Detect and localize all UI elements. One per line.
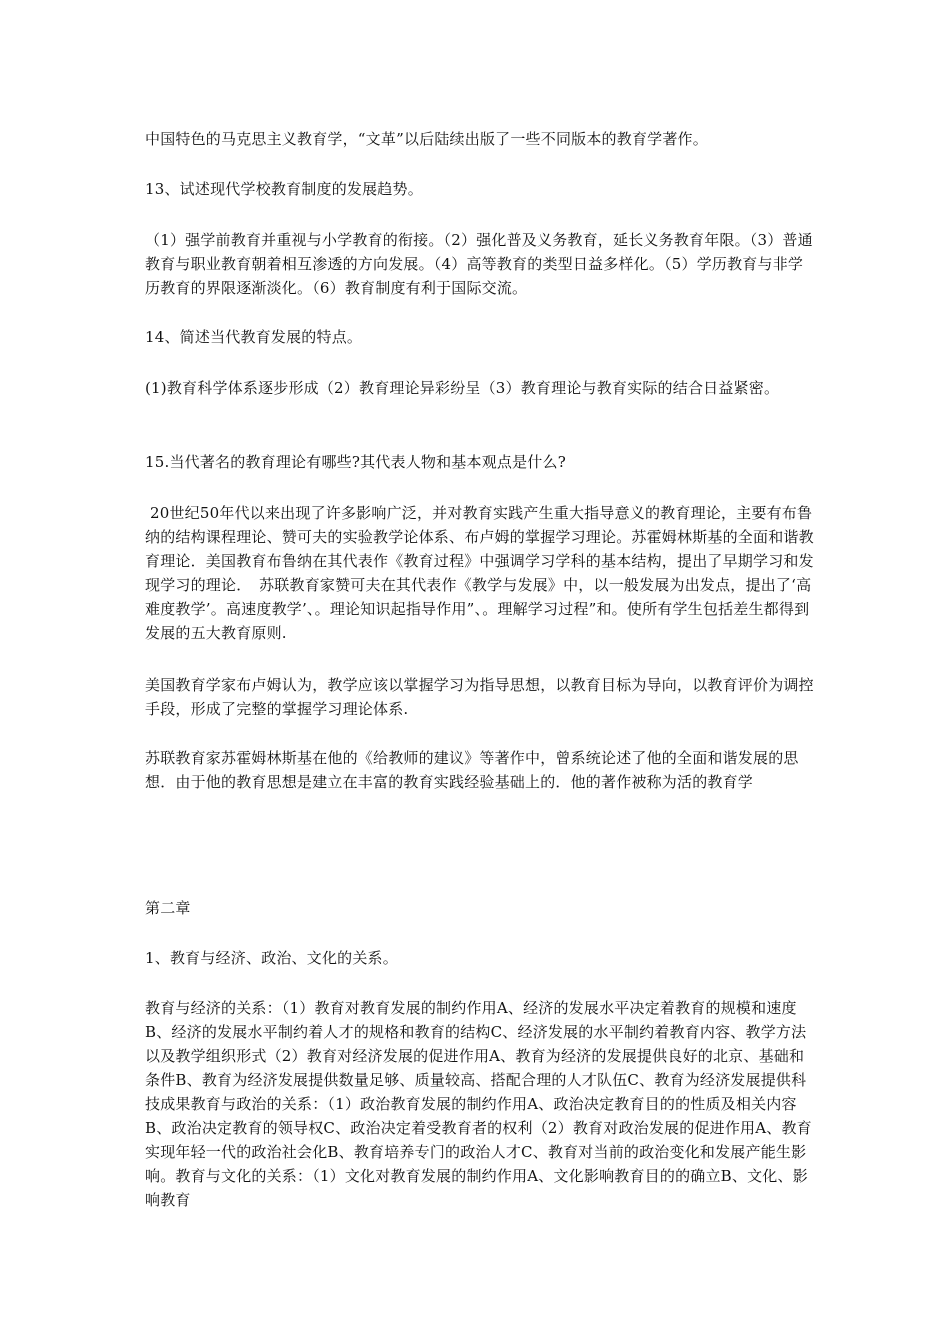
answer-15-paragraph-2: 美国教育学家布卢姆认为，教学应该以掌握学习为指导思想，以教育目标为导向，以教育评价为调控手段，形成了完整的掌握学习理论体系. bbox=[145, 676, 814, 718]
answer-13: （1）强学前教育并重视与小学教育的衔接。（2）强化普及义务教育，延长义务教育年限。（3）普通教育与职业教育朝着相互渗透的方向发展。（4）高等教育的类型日益多样化。（5）学历教育与非学历教育的界限逐渐淡化。（6）教育制度有利于国际交流。 bbox=[145, 231, 813, 297]
chapter-2-heading: 第二章 bbox=[145, 899, 191, 917]
question-14-heading: 14、简述当代教育发展的特点。 bbox=[145, 328, 363, 346]
paragraph-intro-continuation: 中国特色的马克思主义教育学，“文革”以后陆续出版了一些不同版本的教育学著作。 bbox=[145, 130, 708, 148]
answer-14: (1)教育科学体系逐步形成（2）教育理论异彩纷呈（3）教育理论与教育实际的结合日益紧密。 bbox=[145, 379, 780, 397]
question-15-heading: 15.当代著名的教育理论有哪些?其代表人物和基本观点是什么? bbox=[145, 453, 566, 471]
answer-15-paragraph-3: 苏联教育家苏霍姆林斯基在他的《给教师的建议》等著作中，曾系统论述了他的全面和谐发展的思想．由于他的教育思想是建立在丰富的教育实践经验基础上的．他的著作被称为活的教育学 bbox=[145, 749, 799, 791]
question-13-heading: 13、试述现代学校教育制度的发展趋势。 bbox=[145, 180, 423, 198]
chapter-2-answer-1: 教育与经济的关系：（1）教育对教育发展的制约作用A、经济的发展水平决定着教育的规模和速度B、经济的发展水平制约着人才的规格和教育的结构C、经济发展的水平制约着教育内容、教学方法以及教学组织形式（2）教育对经济发展的促进作用A、教育为经济的发展提供良好的北京、基础和条件B、教育为经济发展提供数量足够、质量较高、搭配合理的人才队伍C、教育为经济发展提供科技成果教育与政治的关系：（1）政治教育发展的制约作用A、政治决定教育目的的性质及相关内容B、政治决定教育的领导权C、政治决定着受教育者的权利（2）教育对政治发展的促进作用A、教育实现年轻一代的政治社会化B、教育培养专门的政治人才C、教育对当前的政治变化和发展产能生影响。教育与文化的关系：（1）文化对教育发展的制约作用A、文化影响教育目的的确立B、文化、影响教育 bbox=[145, 999, 812, 1209]
chapter-2-question-1-heading: 1、教育与经济、政治、文化的关系。 bbox=[145, 949, 398, 967]
answer-15-paragraph-1: 20世纪50年代以来出现了许多影响广泛，并对教育实践产生重大指导意义的教育理论，主要有布鲁纳的结构课程理论、赞可夫的实验教学论体系、布卢姆的掌握学习理论。苏霍姆林斯基的全面和谐教育理论．美国教育布鲁纳在其代表作《教育过程》中强调学习学科的基本结构，提出了早期学习和发现学习的理论． 苏联教育家赞可夫在其代表作《教学与发展》中，以一般发展为出发点，提出了‘高难度教学’。高速度教学’、。理论知识起指导作用”、。理解学习过程”和。使所有学生包括差生都得到发展的五大教育原则. bbox=[145, 504, 814, 642]
